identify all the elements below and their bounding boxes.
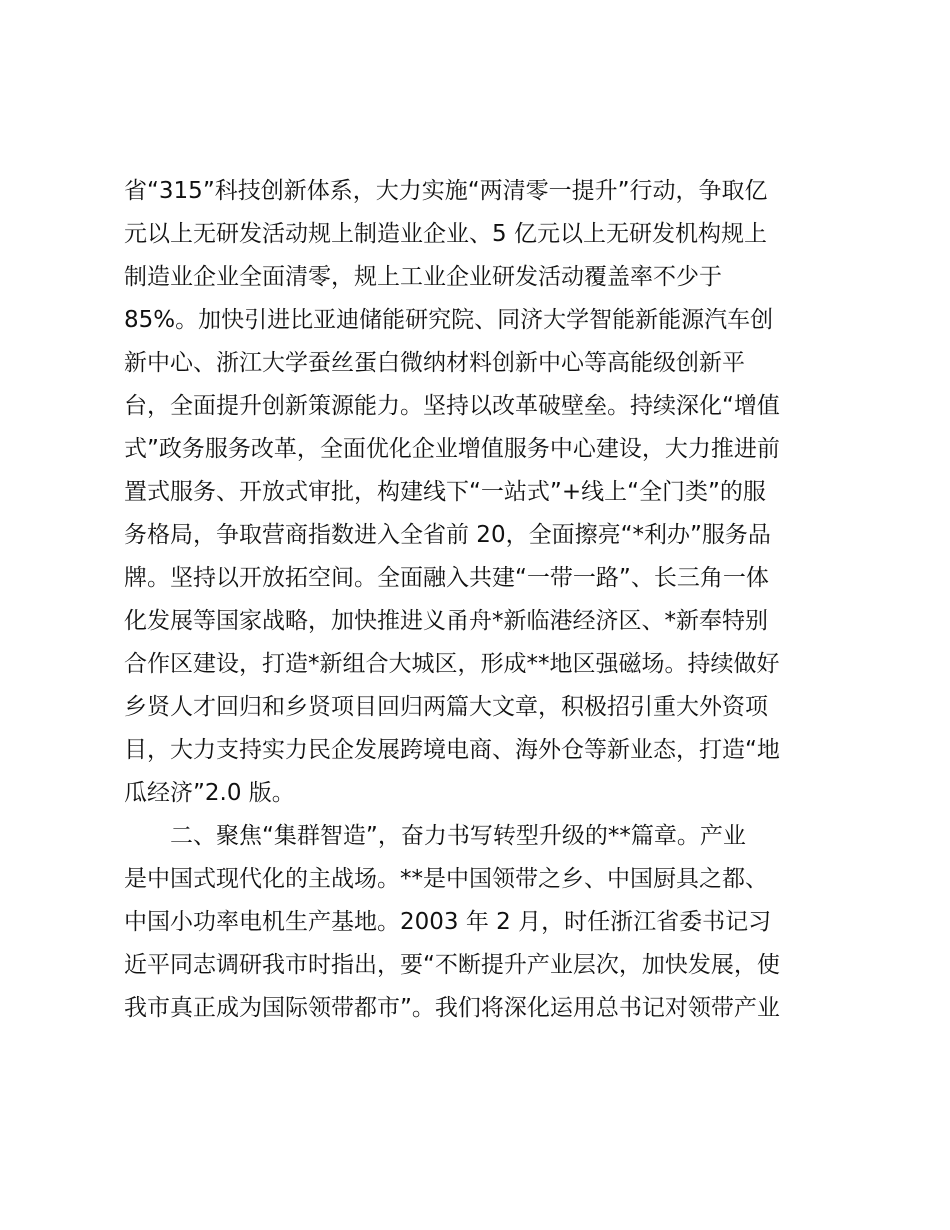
text-line: 我市真正成为国际领带都市”。我们将深化运用总书记对领带产业 (124, 995, 780, 1021)
text-line: 合作区建设，打造*新组合大城区，形成**地区强磁场。持续做好 (124, 651, 780, 677)
text-line: 务格局，争取营商指数进入全省前 20，全面擦亮“*利办”服务品 (124, 522, 771, 548)
text-line: 化发展等国家战略，加快推进义甬舟*新临港经济区、*新奉特别 (124, 608, 768, 634)
text-line: 近平同志调研我市时指出，要“不断提升产业层次，加快发展，使 (124, 952, 780, 978)
text-line: 台，全面提升创新策源能力。坚持以改革破壁垒。持续深化“增值 (124, 393, 780, 419)
body-text (124, 170, 836, 1030)
text-line: 式”政务服务改革，全面优化企业增值服务中心建设，大力推进前 (124, 436, 780, 462)
text-line: 元以上无研发活动规上制造业企业、5 亿元以上无研发机构规上 (124, 221, 767, 247)
text-line: 制造业企业全面清零，规上工业企业研发活动覆盖率不少于 (124, 264, 722, 290)
section-heading-line: 二、聚焦“集群智造”，奋力书写转型升级的**篇章。产业 (124, 823, 746, 849)
text-line: 中国小功率电机生产基地。2003 年 2 月，时任浙江省委书记习 (124, 909, 772, 935)
text-line: 置式服务、开放式审批，构建线下“一站式”+线上“全门类”的服 (124, 479, 766, 505)
text-line: 瓜经济”2.0 版。 (124, 780, 295, 806)
text-line: 牌。坚持以开放拓空间。全面融入共建“一带一路”、长三角一体 (124, 565, 769, 591)
text-line: 省“315”科技创新体系，大力实施“两清零一提升”行动，争取亿 (124, 178, 768, 204)
text-line: 目，大力支持实力民企发展跨境电商、海外仓等新业态，打造“地 (124, 737, 780, 763)
text-line: 是中国式现代化的主战场。**是中国领带之乡、中国厨具之都、 (124, 866, 768, 892)
text-line: 85%。加快引进比亚迪储能研究院、同济大学智能新能源汽车创 (124, 307, 774, 333)
text-line: 新中心、浙江大学蚕丝蛋白微纳材料创新中心等高能级创新平 (124, 350, 745, 376)
text-line: 乡贤人才回归和乡贤项目回归两篇大文章，积极招引重大外资项 (124, 694, 768, 720)
